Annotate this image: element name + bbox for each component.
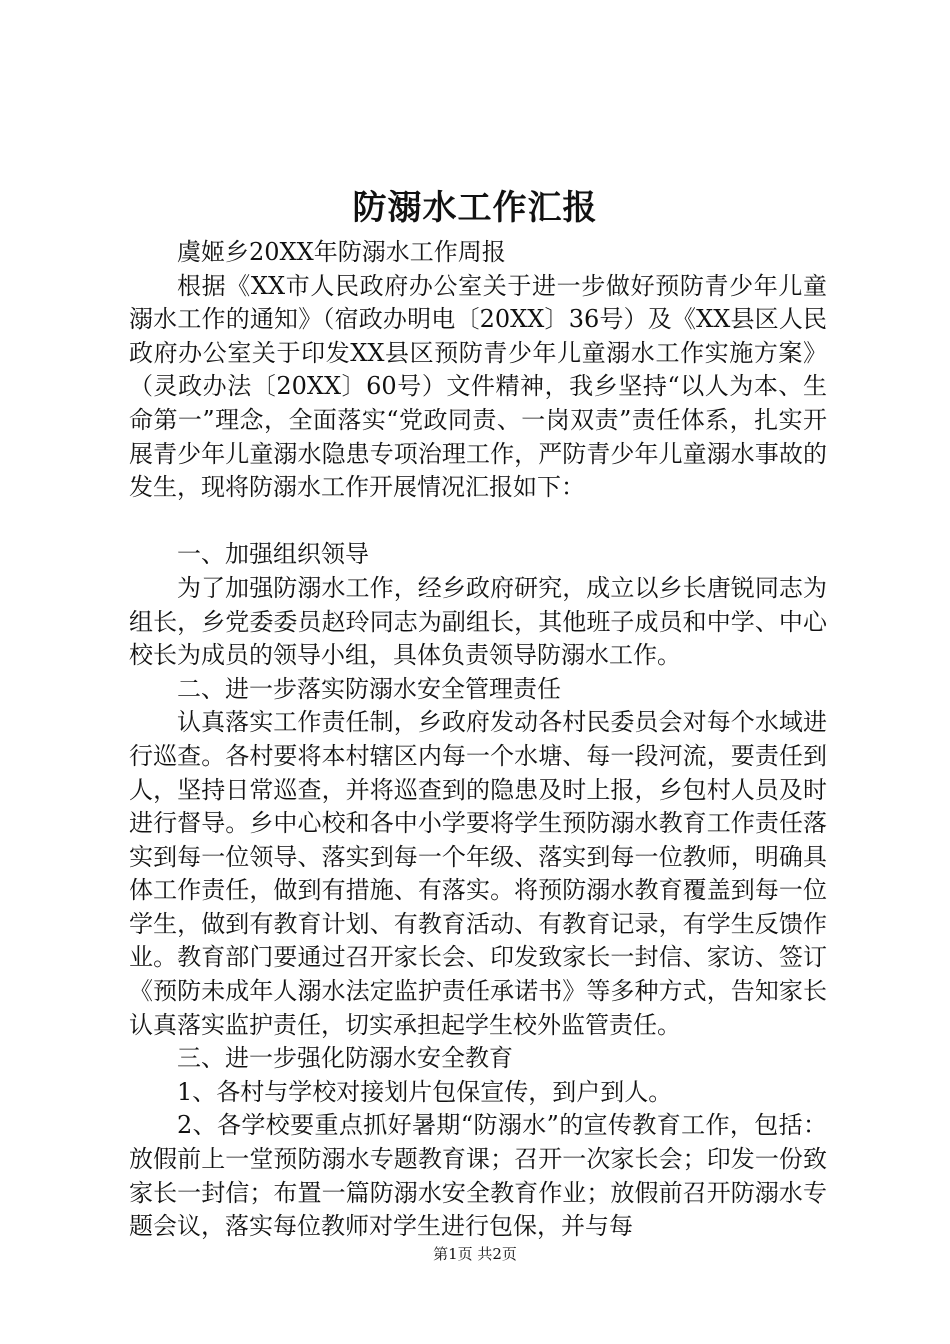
document-title: 防溺水工作汇报 bbox=[352, 188, 598, 228]
document-body bbox=[129, 236, 827, 1244]
report-subtitle: 虞姬乡20XX年防溺水工作周报 bbox=[177, 238, 506, 266]
section-3-item-2: 2、各学校要重点抓好暑期“防溺水”的宣传教育工作，包括：放假前上一堂预防溺水专题教育课；召开一次家长会；印发一份致家长一封信；布置一篇防溺水安全教育作业；放假前召开防溺水专题会议，落实每位教师对学生进行包保，并与每 bbox=[129, 1111, 827, 1241]
section-3-item-1: 1、各村与学校对接划片包保宣传，到户到人。 bbox=[177, 1077, 673, 1106]
section-heading-3: 三、进一步强化防溺水安全教育 bbox=[177, 1044, 513, 1073]
page-number-footer: 第1页 共2页 bbox=[433, 1245, 517, 1263]
section-2-paragraph: 认真落实工作责任制，乡政府发动各村民委员会对每个水域进行巡查。各村要将本村辖区内每一个水塘、每一段河流，要责任到人，坚持日常巡查，并将巡查到的隐患及时上报，乡包村人员及时进行督导。乡中心校和各中小学要将学生预防溺水教育工作责任落实到每一位领导、落实到每一个年级、落实到每一位教师，明确具体工作责任，做到有措施、有落实。将预防溺水教育覆盖到每一位学生，做到有教育计划、有教育活动、有教育记录，有学生反馈作业。教育部门要通过召开家长会、印发致家长一封信、家访、签订《预防未成年人溺水法定监护责任承诺书》等多种方式，告知家长认真落实监护责任，切实承担起学生校外监管责任。 bbox=[129, 708, 827, 1039]
intro-paragraph: 根据《XX市人民政府办公室关于进一步做好预防青少年儿童溺水工作的通知》（宿政办明电〔20XX〕36号）及《XX县区人民政府办公室关于印发XX县区预防青少年儿童溺水工作实施方案》（灵政办法〔20XX〕60号）文件精神，我乡坚持“以人为本、生命第一”理念，全面落实“党政同责、一岗双责”责任体系，扎实开展青少年儿童溺水隐患专项治理工作，严防青少年儿童溺水事故的发生，现将防溺水工作开展情况汇报如下： bbox=[129, 271, 827, 502]
section-1-paragraph: 为了加强防溺水工作，经乡政府研究，成立以乡长唐锐同志为组长，乡党委委员赵玲同志为副组长，其他班子成员和中学、中心校长为成员的领导小组，具体负责领导防溺水工作。 bbox=[129, 573, 827, 670]
paragraph-spacer bbox=[129, 505, 827, 539]
section-heading-2: 二、进一步落实防溺水安全管理责任 bbox=[177, 674, 561, 703]
section-heading-1: 一、加强组织领导 bbox=[177, 540, 369, 569]
